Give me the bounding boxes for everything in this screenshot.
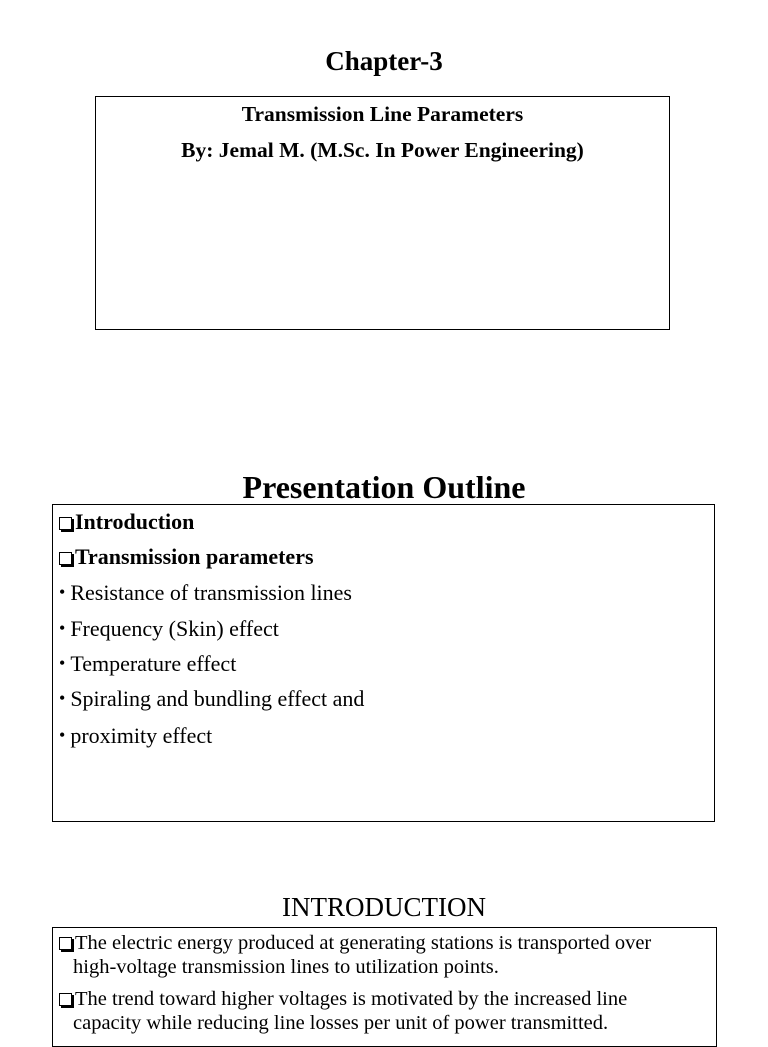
intro-paragraph-continuation: high-voltage transmission lines to utilization points. xyxy=(73,956,499,978)
chapter-title: Chapter-3 xyxy=(325,46,443,76)
checkbox-bullet-icon xyxy=(59,993,72,1006)
intro-paragraph-line: The electric energy produced at generating stations is transported over xyxy=(75,932,652,954)
checkbox-bullet-icon xyxy=(59,552,72,565)
title-box xyxy=(95,96,670,330)
intro-paragraph xyxy=(59,987,709,1035)
outline-item-label: Temperature effect xyxy=(70,651,237,676)
bullet-dot-icon: • xyxy=(59,688,66,708)
outline-item-label: Spiraling and bundling effect and xyxy=(70,686,365,711)
introduction-box xyxy=(52,927,717,1047)
bullet-dot-icon: • xyxy=(59,653,66,673)
outline-item-skin-effect xyxy=(59,616,279,643)
intro-paragraph xyxy=(59,931,709,979)
intro-paragraph-line: The trend toward higher voltages is motivated by the increased line xyxy=(75,988,628,1010)
outline-item-proximity-effect xyxy=(59,723,212,750)
checkbox-bullet-icon xyxy=(59,937,72,950)
outline-item-label: Introduction xyxy=(75,509,195,534)
bullet-dot-icon: • xyxy=(59,725,66,745)
outline-item-label: Frequency (Skin) effect xyxy=(70,616,279,641)
author-line: By: Jemal M. (M.Sc. In Power Engineering) xyxy=(181,138,584,162)
outline-title: Presentation Outline xyxy=(242,469,526,505)
outline-item-resistance xyxy=(59,580,352,607)
checkbox-bullet-icon xyxy=(59,517,72,530)
outline-item-label: Resistance of transmission lines xyxy=(70,580,352,605)
outline-item-label: Transmission parameters xyxy=(75,544,314,569)
intro-paragraph-continuation: capacity while reducing line losses per unit of power transmitted. xyxy=(73,1012,609,1034)
outline-item-transmission-parameters xyxy=(59,544,314,570)
outline-item-spiraling-bundling xyxy=(59,686,364,713)
outline-item-temperature-effect xyxy=(59,651,236,678)
bullet-dot-icon: • xyxy=(59,582,66,602)
outline-item-label: proximity effect xyxy=(70,723,213,748)
bullet-dot-icon: • xyxy=(59,618,66,638)
outline-item-introduction xyxy=(59,509,194,535)
introduction-title: INTRODUCTION xyxy=(282,892,486,922)
outline-box xyxy=(52,504,715,822)
presentation-title: Transmission Line Parameters xyxy=(241,102,524,126)
